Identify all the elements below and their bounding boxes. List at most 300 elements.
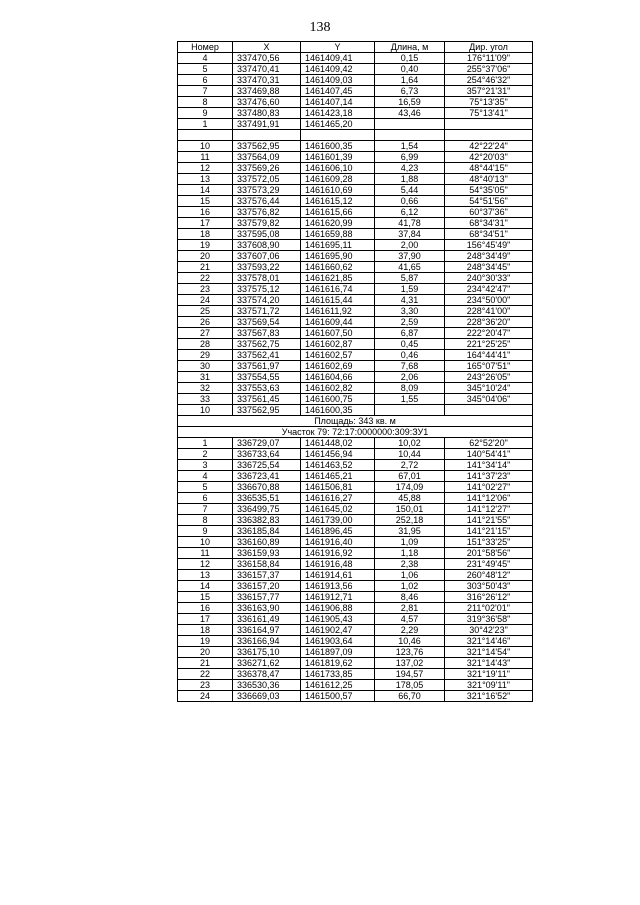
cell-length: 10,46 xyxy=(375,636,445,647)
cell-angle: 321°16'52" xyxy=(445,691,533,702)
cell-x: 336530,36 xyxy=(233,680,301,691)
cell-angle: 231°49'45" xyxy=(445,559,533,570)
header-direction-angle: Дир. угол xyxy=(445,42,533,53)
table-row xyxy=(178,240,533,251)
cell-y: 1461612,25 xyxy=(301,680,375,691)
cell-length: 252,18 xyxy=(375,515,445,526)
cell-x: 336382,83 xyxy=(233,515,301,526)
cell-length: 6,12 xyxy=(375,207,445,218)
cell-angle: 234°50'00" xyxy=(445,295,533,306)
cell-length: 150,01 xyxy=(375,504,445,515)
cell-x: 337571,72 xyxy=(233,306,301,317)
cell-angle: 254°46'32" xyxy=(445,75,533,86)
cell-number: 8 xyxy=(178,97,233,108)
cell-angle: 243°26'05" xyxy=(445,372,533,383)
page-number: 138 xyxy=(309,20,331,35)
cell-y: 1461645,02 xyxy=(301,504,375,515)
table-row xyxy=(178,460,533,471)
cell-x: 337562,95 xyxy=(233,405,301,416)
cell-x: 336729,07 xyxy=(233,438,301,449)
cell-y: 1461695,90 xyxy=(301,251,375,262)
cell-number: 28 xyxy=(178,339,233,350)
cell-length: 0,46 xyxy=(375,350,445,361)
cell-y: 1461896,45 xyxy=(301,526,375,537)
cell-angle: 222°20'47" xyxy=(445,328,533,339)
cell-length: 2,59 xyxy=(375,317,445,328)
cell-x: 336160,89 xyxy=(233,537,301,548)
table-row xyxy=(178,251,533,262)
cell-number: 32 xyxy=(178,383,233,394)
cell-length: 2,38 xyxy=(375,559,445,570)
table-row xyxy=(178,482,533,493)
table-row xyxy=(178,559,533,570)
cell-length: 1,02 xyxy=(375,581,445,592)
cell-x: 337562,41 xyxy=(233,350,301,361)
cell-length: 1,55 xyxy=(375,394,445,405)
table-row xyxy=(178,328,533,339)
cell-y: 1461602,82 xyxy=(301,383,375,394)
table-row xyxy=(178,570,533,581)
cell-number: 17 xyxy=(178,218,233,229)
cell-x: 336670,88 xyxy=(233,482,301,493)
cell-number: 21 xyxy=(178,658,233,669)
cell-angle: 141°37'23" xyxy=(445,471,533,482)
cell-number: 16 xyxy=(178,207,233,218)
cell-x: 337569,54 xyxy=(233,317,301,328)
cell-length: 0,45 xyxy=(375,339,445,350)
cell-x: 337576,44 xyxy=(233,196,301,207)
table-row xyxy=(178,306,533,317)
cell-angle: 345°04'06" xyxy=(445,394,533,405)
cell-x: 336733,64 xyxy=(233,449,301,460)
cell-length: 1,88 xyxy=(375,174,445,185)
header-number: Номер xyxy=(178,42,233,53)
cell-y: 1461912,71 xyxy=(301,592,375,603)
cell-length: 6,87 xyxy=(375,328,445,339)
cell-y: 1461660,62 xyxy=(301,262,375,273)
cell-length: 2,00 xyxy=(375,240,445,251)
cell-length: 0,66 xyxy=(375,196,445,207)
table-row xyxy=(178,64,533,75)
cell-number: 6 xyxy=(178,493,233,504)
cell-angle: 321°14'43" xyxy=(445,658,533,669)
cell-y: 1461903,64 xyxy=(301,636,375,647)
cell-angle: 211°02'01" xyxy=(445,603,533,614)
cell-angle: 141°34'14" xyxy=(445,460,533,471)
cell-number: 9 xyxy=(178,526,233,537)
cell-length: 3,30 xyxy=(375,306,445,317)
cell-number: 8 xyxy=(178,515,233,526)
table-row xyxy=(178,97,533,108)
cell-y: 1461409,03 xyxy=(301,75,375,86)
cell-number: 12 xyxy=(178,163,233,174)
cell-x: 337491,91 xyxy=(233,119,301,130)
cell-y: 1461609,44 xyxy=(301,317,375,328)
cell-angle: 321°09'11" xyxy=(445,680,533,691)
table-row xyxy=(178,229,533,240)
cell-angle: 60°37'36" xyxy=(445,207,533,218)
cell-number: 18 xyxy=(178,229,233,240)
cell-angle: 316°26'12" xyxy=(445,592,533,603)
cell-length: 1,06 xyxy=(375,570,445,581)
cell-y: 1461916,40 xyxy=(301,537,375,548)
cell-y: 1461611,92 xyxy=(301,306,375,317)
cell-x: 336271,62 xyxy=(233,658,301,669)
cell-x: 336669,03 xyxy=(233,691,301,702)
cell-x: 337554,55 xyxy=(233,372,301,383)
cell-x: 336157,77 xyxy=(233,592,301,603)
cell-number: 27 xyxy=(178,328,233,339)
cell-y: 1461600,35 xyxy=(301,141,375,152)
table-row xyxy=(178,603,533,614)
cell-number: 7 xyxy=(178,504,233,515)
table-row xyxy=(178,295,533,306)
cell-x: 337593,22 xyxy=(233,262,301,273)
cell-length: 66,70 xyxy=(375,691,445,702)
cell-number: 10 xyxy=(178,141,233,152)
cell-y: 1461897,09 xyxy=(301,647,375,658)
cell-y: 1461601,39 xyxy=(301,152,375,163)
cell-length: 174,09 xyxy=(375,482,445,493)
cell-number: 33 xyxy=(178,394,233,405)
cell-y: 1461500,57 xyxy=(301,691,375,702)
table-body xyxy=(178,53,533,702)
cell-x: 337561,97 xyxy=(233,361,301,372)
cell-x: 336157,20 xyxy=(233,581,301,592)
cell-x: 336166,94 xyxy=(233,636,301,647)
cell-angle: 234°42'47" xyxy=(445,284,533,295)
cell-number: 22 xyxy=(178,273,233,284)
cell-length xyxy=(375,119,445,130)
cell-number: 1 xyxy=(178,119,233,130)
cell-number: 24 xyxy=(178,295,233,306)
table-row xyxy=(178,75,533,86)
cell-length: 137,02 xyxy=(375,658,445,669)
cell-number: 30 xyxy=(178,361,233,372)
table-row xyxy=(178,86,533,97)
cell-y: 1461604,66 xyxy=(301,372,375,383)
cell-angle: 42°20'03" xyxy=(445,152,533,163)
cell-x: 336159,93 xyxy=(233,548,301,559)
cell-number: 6 xyxy=(178,75,233,86)
cell-length: 10,44 xyxy=(375,449,445,460)
cell-number: 1 xyxy=(178,438,233,449)
cell-y: 1461916,92 xyxy=(301,548,375,559)
cell-y: 1461615,12 xyxy=(301,196,375,207)
cell-angle: 345°10'24" xyxy=(445,383,533,394)
cell-length: 37,90 xyxy=(375,251,445,262)
cell-x: 337576,82 xyxy=(233,207,301,218)
cell-length: 37,84 xyxy=(375,229,445,240)
cell-x: 336175,10 xyxy=(233,647,301,658)
cell-angle: 156°45'49" xyxy=(445,240,533,251)
cell-angle xyxy=(445,130,533,141)
cell-x: 337573,29 xyxy=(233,185,301,196)
cell-y: 1461906,88 xyxy=(301,603,375,614)
cell-angle: 141°02'27" xyxy=(445,482,533,493)
cell-x: 337470,56 xyxy=(233,53,301,64)
cell-number: 13 xyxy=(178,570,233,581)
table-row xyxy=(178,394,533,405)
cell-y: 1461465,21 xyxy=(301,471,375,482)
cell-x: 336723,41 xyxy=(233,471,301,482)
cell-x: 337575,12 xyxy=(233,284,301,295)
cell-length: 45,88 xyxy=(375,493,445,504)
cell-number: 23 xyxy=(178,680,233,691)
cell-length xyxy=(375,405,445,416)
cell-length: 16,59 xyxy=(375,97,445,108)
table-row xyxy=(178,581,533,592)
cell-angle: 48°40'13" xyxy=(445,174,533,185)
cell-number: 25 xyxy=(178,306,233,317)
cell-length: 5,44 xyxy=(375,185,445,196)
cell-angle: 248°34'45" xyxy=(445,262,533,273)
cell-number: 14 xyxy=(178,581,233,592)
cell-length: 194,57 xyxy=(375,669,445,680)
table-row xyxy=(178,174,533,185)
cell-angle: 176°11'09" xyxy=(445,53,533,64)
table-row xyxy=(178,119,533,130)
table-row xyxy=(178,405,533,416)
table-row xyxy=(178,383,533,394)
cell-x: 337607,06 xyxy=(233,251,301,262)
cell-number: 15 xyxy=(178,196,233,207)
cell-length: 123,76 xyxy=(375,647,445,658)
table-row xyxy=(178,196,533,207)
cell-angle xyxy=(445,405,533,416)
cell-x: 337564,09 xyxy=(233,152,301,163)
cell-y: 1461905,43 xyxy=(301,614,375,625)
cell-number: 14 xyxy=(178,185,233,196)
table-row xyxy=(178,471,533,482)
cell-angle: 141°12'06" xyxy=(445,493,533,504)
cell-x: 336157,37 xyxy=(233,570,301,581)
cell-x: 336158,84 xyxy=(233,559,301,570)
cell-number: 31 xyxy=(178,372,233,383)
cell-x: 336185,84 xyxy=(233,526,301,537)
cell-y: 1461409,42 xyxy=(301,64,375,75)
cell-number: 5 xyxy=(178,64,233,75)
table-row xyxy=(178,141,533,152)
cell-number: 22 xyxy=(178,669,233,680)
table-row xyxy=(178,273,533,284)
section-title: Участок 79: 72:17:0000000:309:ЗУ1 xyxy=(178,427,533,438)
cell-y: 1461609,28 xyxy=(301,174,375,185)
table-row xyxy=(178,548,533,559)
cell-x: 336535,51 xyxy=(233,493,301,504)
cell-angle: 357°21'31" xyxy=(445,86,533,97)
cell-x: 336161,49 xyxy=(233,614,301,625)
cell-number: 20 xyxy=(178,647,233,658)
cell-x: 337572,05 xyxy=(233,174,301,185)
cell-y: 1461600,75 xyxy=(301,394,375,405)
cell-number: 21 xyxy=(178,262,233,273)
table-row xyxy=(178,350,533,361)
cell-angle: 321°14'46" xyxy=(445,636,533,647)
cell-x: 336725,54 xyxy=(233,460,301,471)
cell-number: 13 xyxy=(178,174,233,185)
cell-length: 4,57 xyxy=(375,614,445,625)
table-row xyxy=(178,493,533,504)
cell-x: 337562,95 xyxy=(233,141,301,152)
cell-length: 43,46 xyxy=(375,108,445,119)
cell-angle: 151°33'25" xyxy=(445,537,533,548)
table-row xyxy=(178,669,533,680)
cell-y: 1461621,85 xyxy=(301,273,375,284)
cell-length: 1,59 xyxy=(375,284,445,295)
header-y: Y xyxy=(301,42,375,53)
cell-number: 19 xyxy=(178,240,233,251)
cell-y xyxy=(301,130,375,141)
cell-length: 2,72 xyxy=(375,460,445,471)
cell-x: 337469,88 xyxy=(233,86,301,97)
table-row xyxy=(178,427,533,438)
table-row xyxy=(178,438,533,449)
cell-y: 1461506,81 xyxy=(301,482,375,493)
cell-number: 10 xyxy=(178,405,233,416)
cell-x: 337574,20 xyxy=(233,295,301,306)
cell-angle: 303°50'43" xyxy=(445,581,533,592)
cell-number: 18 xyxy=(178,625,233,636)
cell-x: 337595,08 xyxy=(233,229,301,240)
table-row xyxy=(178,537,533,548)
table-row xyxy=(178,515,533,526)
cell-length: 6,99 xyxy=(375,152,445,163)
cell-angle: 240°30'33" xyxy=(445,273,533,284)
cell-x: 337553,63 xyxy=(233,383,301,394)
cell-length: 2,29 xyxy=(375,625,445,636)
cell-length: 0,40 xyxy=(375,64,445,75)
cell-number: 3 xyxy=(178,460,233,471)
cell-angle: 319°36'58" xyxy=(445,614,533,625)
table-row xyxy=(178,218,533,229)
cell-y: 1461913,56 xyxy=(301,581,375,592)
cell-length: 6,73 xyxy=(375,86,445,97)
cell-angle: 321°14'54" xyxy=(445,647,533,658)
header-x: X xyxy=(233,42,301,53)
cell-length: 31,95 xyxy=(375,526,445,537)
cell-y: 1461423,18 xyxy=(301,108,375,119)
table-row xyxy=(178,284,533,295)
cell-number: 15 xyxy=(178,592,233,603)
table-row xyxy=(178,339,533,350)
cell-length: 1,09 xyxy=(375,537,445,548)
cell-length: 8,09 xyxy=(375,383,445,394)
cell-number: 29 xyxy=(178,350,233,361)
cell-y: 1461456,94 xyxy=(301,449,375,460)
cell-angle: 248°34'49" xyxy=(445,251,533,262)
cell-number: 9 xyxy=(178,108,233,119)
cell-x: 336378,47 xyxy=(233,669,301,680)
cell-x: 337476,60 xyxy=(233,97,301,108)
table-row xyxy=(178,636,533,647)
cell-angle: 75°13'35" xyxy=(445,97,533,108)
cell-x: 337562,75 xyxy=(233,339,301,350)
cell-angle: 201°58'56" xyxy=(445,548,533,559)
table-row xyxy=(178,526,533,537)
cell-angle: 321°19'11" xyxy=(445,669,533,680)
cell-number: 19 xyxy=(178,636,233,647)
table-row xyxy=(178,658,533,669)
cell-y: 1461465,20 xyxy=(301,119,375,130)
cell-y: 1461409,41 xyxy=(301,53,375,64)
cell-y: 1461819,62 xyxy=(301,658,375,669)
table-row xyxy=(178,680,533,691)
table-row xyxy=(178,592,533,603)
table-row xyxy=(178,262,533,273)
cell-y: 1461615,66 xyxy=(301,207,375,218)
cell-length: 1,18 xyxy=(375,548,445,559)
table-row xyxy=(178,163,533,174)
cell-angle: 165°07'51" xyxy=(445,361,533,372)
cell-y: 1461616,74 xyxy=(301,284,375,295)
cell-x: 336164,97 xyxy=(233,625,301,636)
cell-y: 1461602,69 xyxy=(301,361,375,372)
cell-x: 337470,31 xyxy=(233,75,301,86)
cell-length: 0,15 xyxy=(375,53,445,64)
cell-number: 12 xyxy=(178,559,233,570)
cell-y: 1461607,50 xyxy=(301,328,375,339)
cell-number: 26 xyxy=(178,317,233,328)
cell-angle: 141°21'15" xyxy=(445,526,533,537)
table-row xyxy=(178,372,533,383)
cell-length: 1,64 xyxy=(375,75,445,86)
cell-y: 1461916,48 xyxy=(301,559,375,570)
cell-y: 1461610,69 xyxy=(301,185,375,196)
table-row xyxy=(178,614,533,625)
cell-angle: 141°21'55" xyxy=(445,515,533,526)
cell-length: 178,05 xyxy=(375,680,445,691)
cell-length: 5,87 xyxy=(375,273,445,284)
table-row xyxy=(178,130,533,141)
table-row xyxy=(178,449,533,460)
cell-y: 1461606,10 xyxy=(301,163,375,174)
table-row xyxy=(178,317,533,328)
cell-angle: 68°34'31" xyxy=(445,218,533,229)
cell-angle: 255°37'06" xyxy=(445,64,533,75)
cell-y: 1461600,35 xyxy=(301,405,375,416)
cell-y: 1461620,99 xyxy=(301,218,375,229)
cell-length xyxy=(375,130,445,141)
cell-length: 2,81 xyxy=(375,603,445,614)
cell-x: 336499,75 xyxy=(233,504,301,515)
cell-x: 337579,82 xyxy=(233,218,301,229)
cell-angle: 260°48'12" xyxy=(445,570,533,581)
cell-number: 20 xyxy=(178,251,233,262)
table-row xyxy=(178,647,533,658)
cell-number: 16 xyxy=(178,603,233,614)
cell-angle: 54°51'56" xyxy=(445,196,533,207)
cell-x xyxy=(233,130,301,141)
cell-y: 1461616,27 xyxy=(301,493,375,504)
cell-x: 336163,90 xyxy=(233,603,301,614)
table-row xyxy=(178,691,533,702)
cell-number: 11 xyxy=(178,548,233,559)
cell-length: 2,06 xyxy=(375,372,445,383)
cell-length: 10,02 xyxy=(375,438,445,449)
cell-angle: 42°22'24" xyxy=(445,141,533,152)
cell-x: 337561,45 xyxy=(233,394,301,405)
cell-length: 41,65 xyxy=(375,262,445,273)
cell-y: 1461739,00 xyxy=(301,515,375,526)
cell-y: 1461448,02 xyxy=(301,438,375,449)
table-row xyxy=(178,625,533,636)
cell-angle: 228°41'00" xyxy=(445,306,533,317)
cell-y: 1461914,61 xyxy=(301,570,375,581)
cell-angle: 75°13'41" xyxy=(445,108,533,119)
table-row xyxy=(178,152,533,163)
cell-length: 41,78 xyxy=(375,218,445,229)
